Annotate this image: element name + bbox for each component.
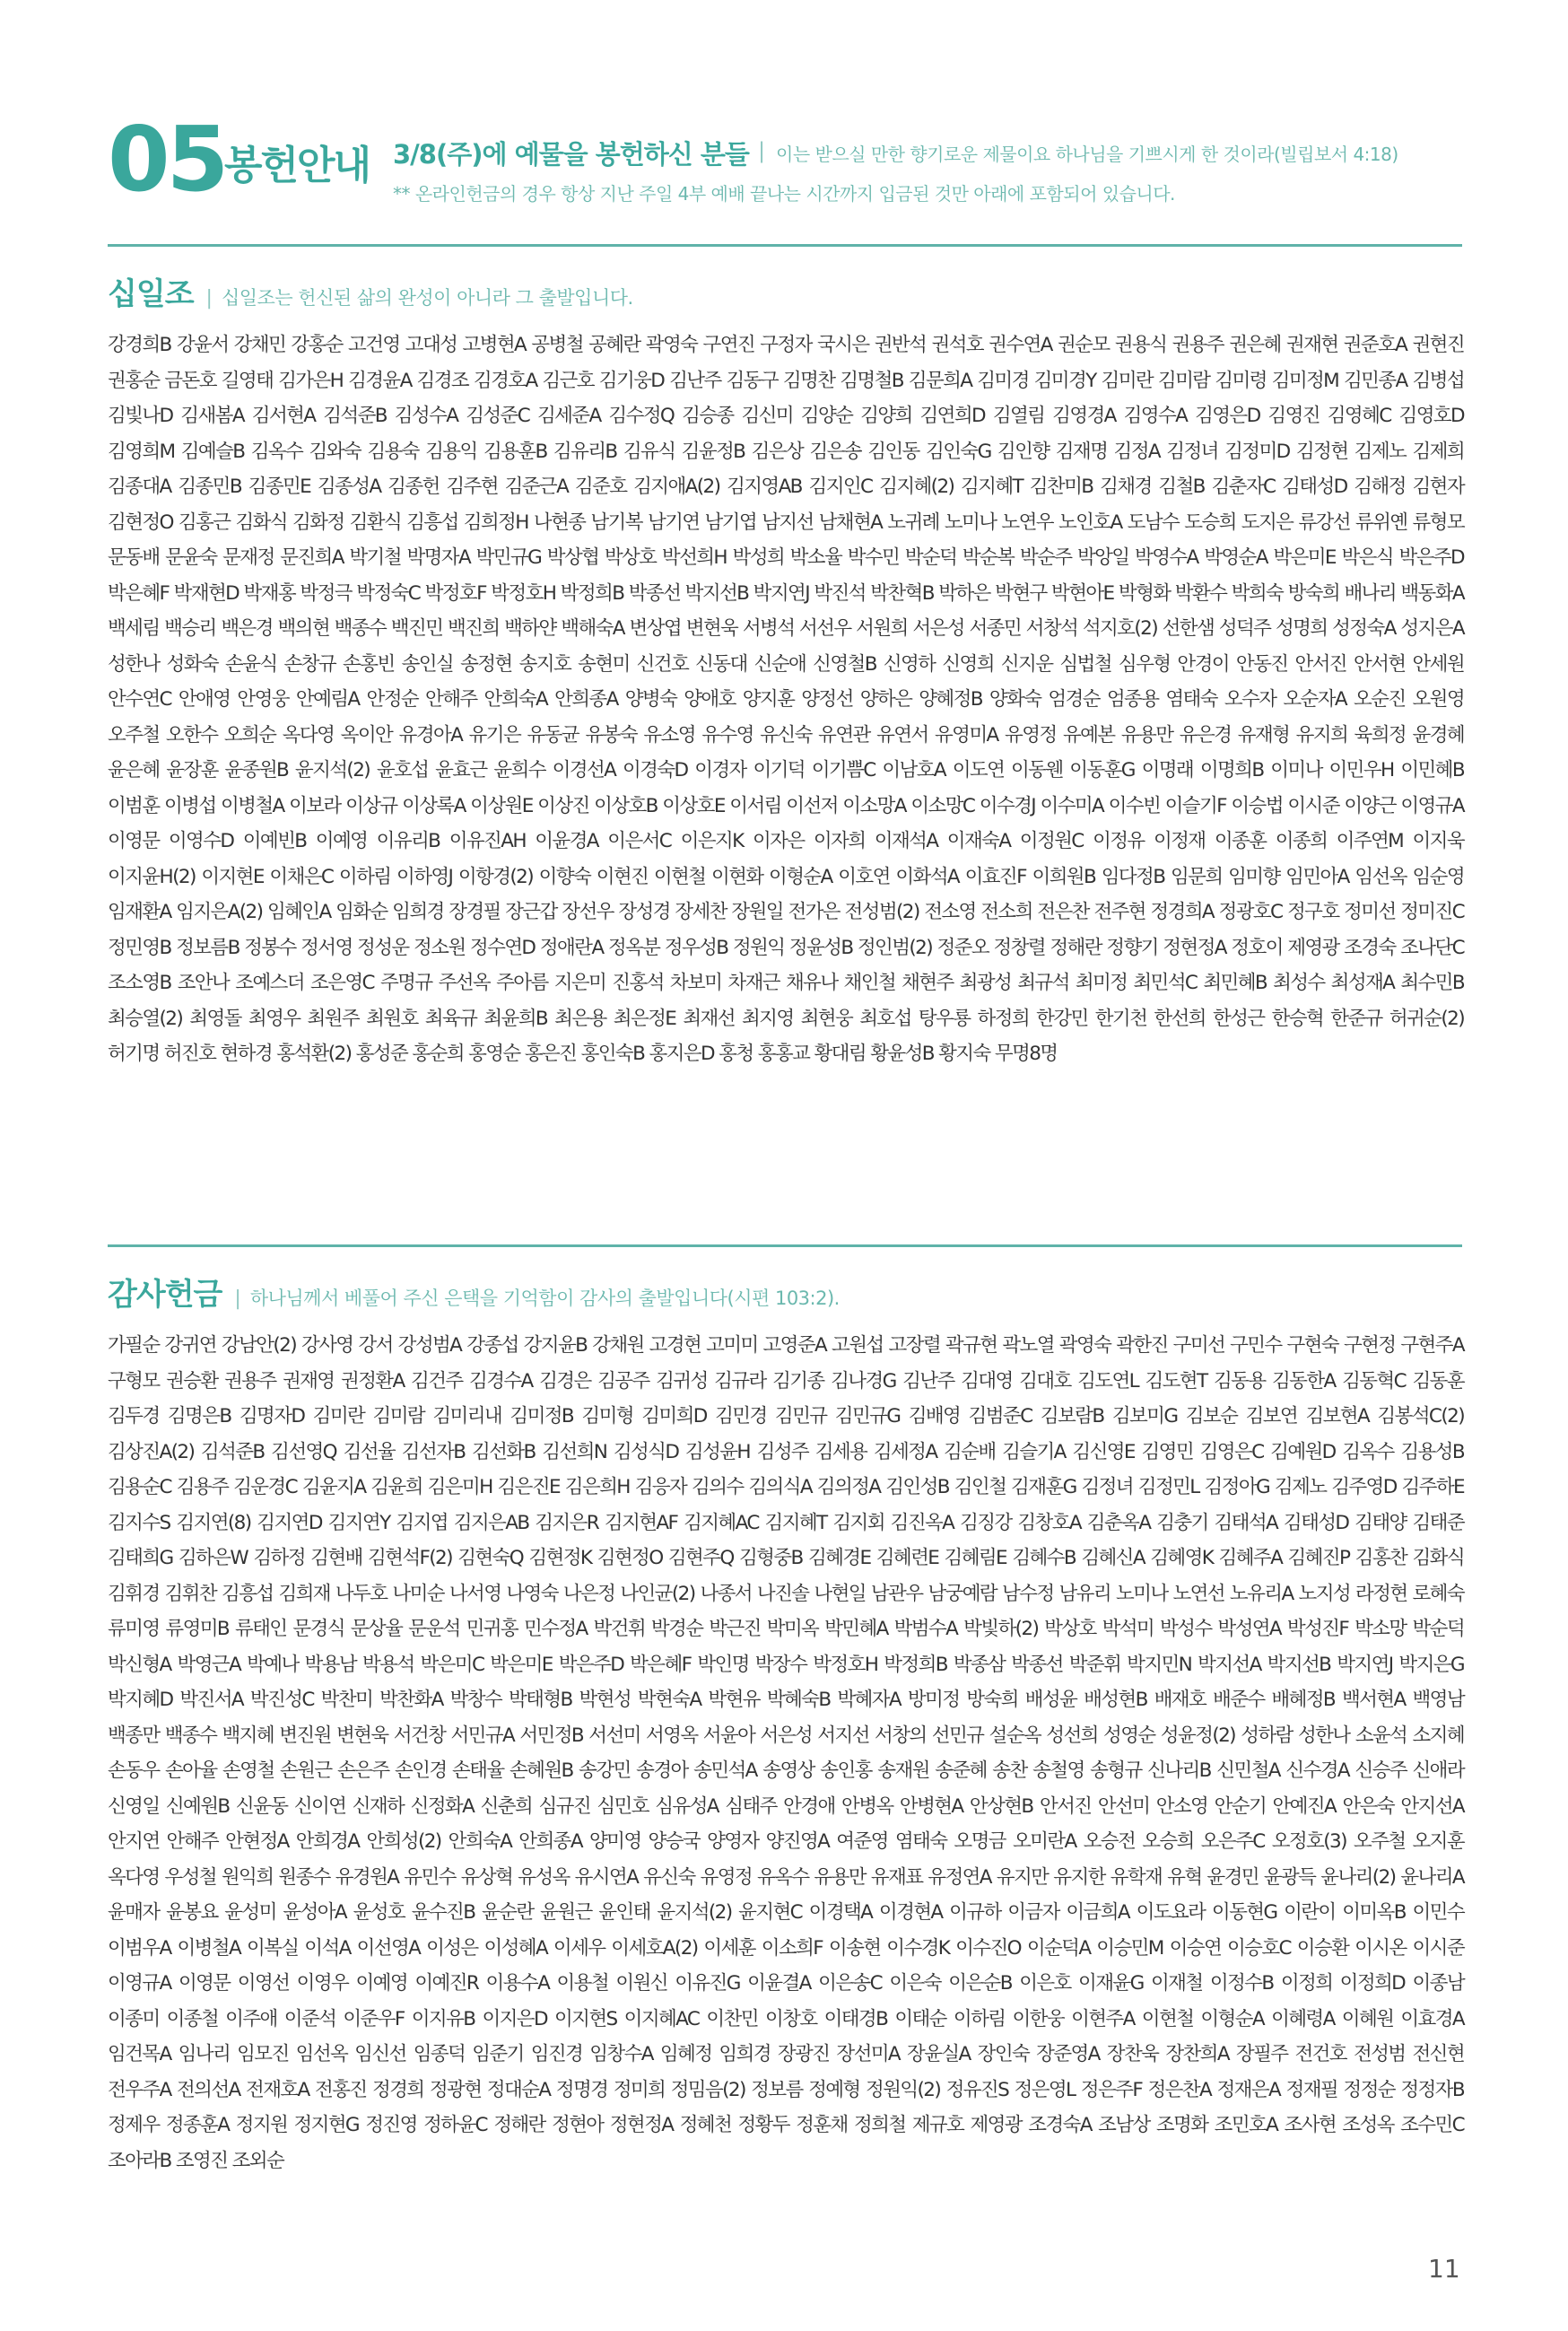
tithe-separator: | [205, 287, 213, 310]
online-offering-note: ** 온라인헌금의 경우 항상 지난 주일 4부 예배 끝나는 시간까지 입금된 것만 아래에 포함되어 있습니다. [393, 183, 1175, 205]
header-divider [108, 244, 1462, 247]
offering-verse: 이는 받으실 만한 향기로운 제물이요 하나님을 기쁘시게 한 것이라(빌립보서 4:18) [776, 144, 1398, 165]
thanks-heading [108, 1270, 840, 1314]
thanks-name-list: 가필순 강귀연 강남안(2) 강사영 강서 강성범A 강종섭 강지윤B 강채원 고경현 고미미 고영준A 고원섭 고장렬 곽규현 곽노열 곽영숙 곽한진 구미선 구민수 구현숙 구현정 구현주A 구형모 권승환 권용주 권재영 권정환A 김건주 김경수A 김경은 김공주 김귀성 김규라 김기종 김나경G 김난주 김대영 김대호 김도연L 김도현T 김동용 김동한A 김동혁C 김동훈 김두경 김명은B 김명자D 김미란 김미람 김미리내 김미정B 김미형 김미희D 김민경 김민규 김민규G 김배영 김범준C 김보람B 김보미G 김보순 김보연 김보현A 김봉석C(2) 김상진A(2) 김석준B 김선영Q 김선율 김선자B 김선화B 김선희N 김성식D 김성윤H 김성주 김세용 김세정A 김순배 김슬기A 김신영E 김영민 김영은C 김예원D 김옥수 김용성B 김용순C 김용주 김운경C 김윤지A 김윤희 김은미H 김은진E 김은희H 김응자 김의수 김의식A 김의정A 김인성B 김인철 김재훈G 김정녀 김정민L 김정아G 김제노 김주영D 김주하E 김지수S 김지연(8) 김지연D 김지연Y 김지엽 김지은AB 김지은R 김지현AF 김지혜AC 김지혜T 김지회 김진옥A 김징강 김창호A 김춘옥A 김충기 김태석A 김태성D 김태양 김태준 김태희G 김하은W 김하정 김현배 김현석F(2) 김현숙Q 김현정K 김현정O 김현주Q 김형중B 김혜경E 김혜련E 김혜림E 김혜수B 김혜신A 김혜영K 김혜주A 김혜진P 김홍찬 김화식 김휘경 김휘찬 김흥섭 김희재 나두호 나미순 나서영 나영숙 나은정 나인균(2) 나종서 나진솔 나현일 남관우 남궁예람 남수정 남유리 노미나 노연선 노유리A 노지성 라정현 로혜숙 류미영 류영미B 류태인 문경식 문상율 문운석 민귀홍 민수정A 박건휘 박경순 박근진 박미옥 박민혜A 박범수A 박빛하(2) 박상호 박석미 박성수 박성연A 박성진F 박소망 박순덕 박신형A 박영근A 박예나 박용남 박용석 박은미C 박은미E 박은주D 박은혜F 박인명 박장수 박정호H 박정희B 박종삼 박종선 박준휘 박지민N 박지선A 박지선B 박지연J 박지은G 박지혜D 박진서A 박진성C 박찬미 박찬화A 박창수 박태형B 박현성 박현숙A 박현유 박혜숙B 박혜자A 방미정 방숙희 배성윤 배성현B 배재호 배준수 배혜정B 백서현A 백영남 백종만 백종수 백지혜 변진원 변현욱 서건창 서민규A 서민정B 서선미 서영옥 서윤아 서은성 서지선 서창의 선민규 설순옥 성선희 성영순 성윤정(2) 성하람 성한나 소윤석 소지혜 손동우 손아율 손영철 손원근 손은주 손인경 손태율 손혜원B 송강민 송경아 송민석A 송영상 송인홍 송재원 송준혜 송찬 송철영 송형규 신나리B 신민철A 신수경A 신승주 신애라 신영일 신예원B 신윤동 신이연 신재하 신정화A 신춘희 심규진 심민호 심유성A 심태주 안경애 안병옥 안병현A 안상현B 안서진 안선미 안소영 안순기 안예진A 안은숙 안지선A 안지연 안해주 안현정A 안희경A 안희성(2) 안희숙A 안희종A 양미영 양승국 양영자 양진영A 여준영 염태숙 오명금 오미란A 오승전 오승희 오은주C 오정호(3) 오주철 오지훈 옥다영 우성철 원익희 원종수 유경원A 유민수 유상혁 유성옥 유시연A 유신숙 유영정 유옥수 유용만 유재표 유정연A 유지만 유지한 유학재 유혁 윤경민 윤광득 윤나리(2) 윤나리A 윤매자 윤봉요 윤성미 윤성아A 윤성호 윤수진B 윤순란 윤원근 윤인태 윤지석(2) 윤지현C 이경택A 이경현A 이규하 이금자 이금희A 이도요라 이동현G 이란이 이미옥B 이민수 이범우A 이병철A 이복실 이석A 이선영A 이성은 이성혜A 이세우 이세호A(2) 이세훈 이소희F 이송현 이수경K 이수진O 이순덕A 이승민M 이승연 이승호C 이승환 이시온 이시준 이영규A 이영문 이영선 이영우 이예영 이예진R 이용수A 이용철 이원신 이유진G 이윤결A 이은송C 이은숙 이은순B 이은호 이재윤G 이재철 이정수B 이정희 이정희D 이종남 이종미 이종철 이주애 이준석 이준우F 이지유B 이지은D 이지현S 이지혜AC 이찬민 이창호 이태경B 이태순 이하림 이한웅 이현주A 이현철 이형순A 이혜령A 이혜원 이효경A 임건목A 임나리 임모진 임선옥 임신선 임종덕 임준기 임진경 임창수A 임혜정 임희경 장광진 장선미A 장윤실A 장인숙 장준영A 장찬욱 장찬희A 장필주 전건호 전성범 전신현 전우주A 전의선A 전재호A 전홍진 정경희 정광현 정대순A 정명경 정미희 정밈음(2) 정보름 정예형 정원익(2) 정유진S 정은영L 정은주F 정은찬A 정재은A 정재필 정정순 정정자B 정제우 정종훈A 정지원 정지현G 정진영 정하윤C 정해란 정현아 정현정A 정혜천 정황두 정훈채 정희철 제규호 제영광 조경숙A 조남상 조명화 조민호A 조사현 조성옥 조수민C 조아라B 조영진 조외순 [108, 1334, 1464, 2172]
page-number: 11 [1428, 2254, 1460, 2283]
tithe-name-list: 강경희B 강윤서 강채민 강홍순 고건영 고대성 고병현A 공병철 공혜란 곽영숙 구연진 구정자 국시은 권반석 권석호 권수연A 권순모 권용식 권용주 권은혜 권재현 권준호A 권현진 권홍순 금돈호 길영태 김가은H 김경윤A 김경조 김경호A 김근호 김기웅D 김난주 김동구 김명찬 김명철B 김문희A 김미경 김미경Y 김미란 김미람 김미령 김미정M 김민종A 김병섭 김빛나D 김새봄A 김서현A 김석준B 김성수A 김성준C 김세준A 김수정Q 김승종 김신미 김양순 김양희 김연희D 김열림 김영경A 김영수A 김영은D 김영진 김영혜C 김영호D 김영희M 김예슬B 김옥수 김와숙 김용숙 김용익 김용훈B 김유리B 김유식 김윤정B 김은상 김은송 김인동 김인숙G 김인향 김재명 김정A 김정녀 김정미D 김정현 김제노 김제희 김종대A 김종민B 김종민E 김종성A 김종헌 김주현 김준근A 김준호 김지애A(2) 김지영AB 김지인C 김지혜(2) 김지혜T 김찬미B 김채경 김철B 김춘자C 김태성D 김해정 김현자 김현정O 김홍근 김화식 김화정 김환식 김흥섭 김희정H 나현종 남기복 남기연 남기엽 남지선 남채현A 노귀례 노미나 노연우 노인호A 도남수 도승희 도지은 류강선 류위옌 류형모 문동배 문윤숙 문재정 문진희A 박기철 박명자A 박민규G 박상협 박상호 박선희H 박성희 박소율 박수민 박순덕 박순복 박순주 박앙일 박영수A 박영순A 박은미E 박은식 박은주D 박은혜F 박재현D 박재홍 박정극 박정숙C 박정호F 박정호H 박정희B 박종선 박지선B 박지연J 박진석 박찬혁B 박하은 박현구 박현아E 박형화 박환수 박희숙 방숙희 배나리 백동화A 백세림 백승리 백은경 백의현 백종수 백진민 백진희 백하얀 백해숙A 변상엽 변현욱 서병석 서선우 서원희 서은성 서종민 서창석 석지호(2) 선한샘 성덕주 성명희 성정숙A 성지은A 성한나 성화숙 손윤식 손창규 손홍빈 송인실 송정현 송지호 송현미 신건호 신동대 신순애 신영철B 신영하 신영희 신지운 심법철 심우형 안경이 안동진 안서진 안서현 안세원 안수연C 안애영 안영웅 안예림A 안정순 안해주 안희숙A 안희종A 양병숙 양애호 양지훈 양정선 양하은 양혜정B 양화숙 엄경순 엄종용 염태숙 오수자 오순자A 오순진 오원영 오주철 오한수 오희순 옥다영 옥이안 유경아A 유기은 유동균 유봉숙 유소영 유수영 유신숙 유연관 유연서 유영미A 유영정 유예본 유용만 유은경 유재형 유지희 육희정 윤경혜 윤은혜 윤장훈 윤종원B 윤지석(2) 윤호섭 윤효근 윤희수 이경선A 이경숙D 이경자 이기덕 이기쁨C 이남호A 이도연 이동웬 이동훈G 이명래 이명희B 이미나 이민우H 이민혜B 이범훈 이병섭 이병철A 이보라 이상규 이상록A 이상원E 이상진 이상호B 이상호E 이서림 이선저 이소망A 이소망C 이수경J 이수미A 이수빈 이슬기F 이승법 이시준 이양근 이영규A 이영문 이영수D 이예빈B 이예영 이유리B 이유진AH 이윤경A 이은서C 이은지K 이자은 이자희 이재석A 이재숙A 이정원C 이정유 이정재 이종훈 이종희 이주연M 이지욱 이지윤H(2) 이지현E 이채은C 이하림 이하영J 이항경(2) 이향숙 이현진 이현철 이현화 이형순A 이호연 이화석A 이효진F 이희원B 임다정B 임문희 임미향 임민아A 임선옥 임순영 임재환A 임지은A(2) 임혜인A 임화순 임희경 장경필 장근갑 장선우 장성경 장세찬 장원일 전가은 전성범(2) 전소영 전소희 전은찬 전주현 정경희A 정광호C 정구호 정미선 정미진C 정민영B 정보름B 정봉수 정서영 정성운 정소원 정수연D 정애란A 정옥분 정우성B 정원익 정윤성B 정인범(2) 정준오 정창렬 정해란 정향기 정현정A 정호이 제영광 조경숙 조나단C 조소영B 조안나 조예스더 조은영C 주명규 주선옥 주아름 지은미 진홍석 차보미 차재근 채유나 채인철 채현주 최광성 최규석 최미정 최민석C 최민혜B 최성수 최성재A 최수민B 최승열(2) 최영돌 최영우 최원주 최원호 최육규 최윤희B 최은용 최은정E 최재선 최지영 최현웅 최호섭 탕우룡 하정희 한강민 한기천 한선희 한성근 한승혁 한준규 허귀순(2) 허기명 허진호 현하경 홍석환(2) 홍성준 홍순희 홍영순 홍은진 홍인숙B 홍지은D 홍청 홍홍교 황대림 황윤성B 황지숙 무명8명 [108, 334, 1464, 1065]
section-number: 05 [108, 107, 226, 212]
heading-separator: | [758, 138, 766, 163]
section-title: 봉헌안내 [224, 143, 370, 188]
thanks-title: 감사헌금 [108, 1277, 222, 1313]
tithe-description: 십일조는 헌신된 삶의 완성이 아니라 그 출발입니다. [221, 287, 633, 309]
page-header [108, 107, 1462, 231]
offering-date-heading: 3/8(주)에 예물을 봉헌하신 분들 [393, 139, 749, 170]
thanks-description: 하나님께서 베풀어 주신 은택을 기억함이 감사의 출발입니다(시편 103:2). [249, 1288, 840, 1309]
thanks-separator: | [234, 1288, 241, 1310]
section-divider [108, 1244, 1462, 1247]
tithe-title: 십일조 [108, 276, 194, 312]
tithe-heading [108, 269, 633, 313]
